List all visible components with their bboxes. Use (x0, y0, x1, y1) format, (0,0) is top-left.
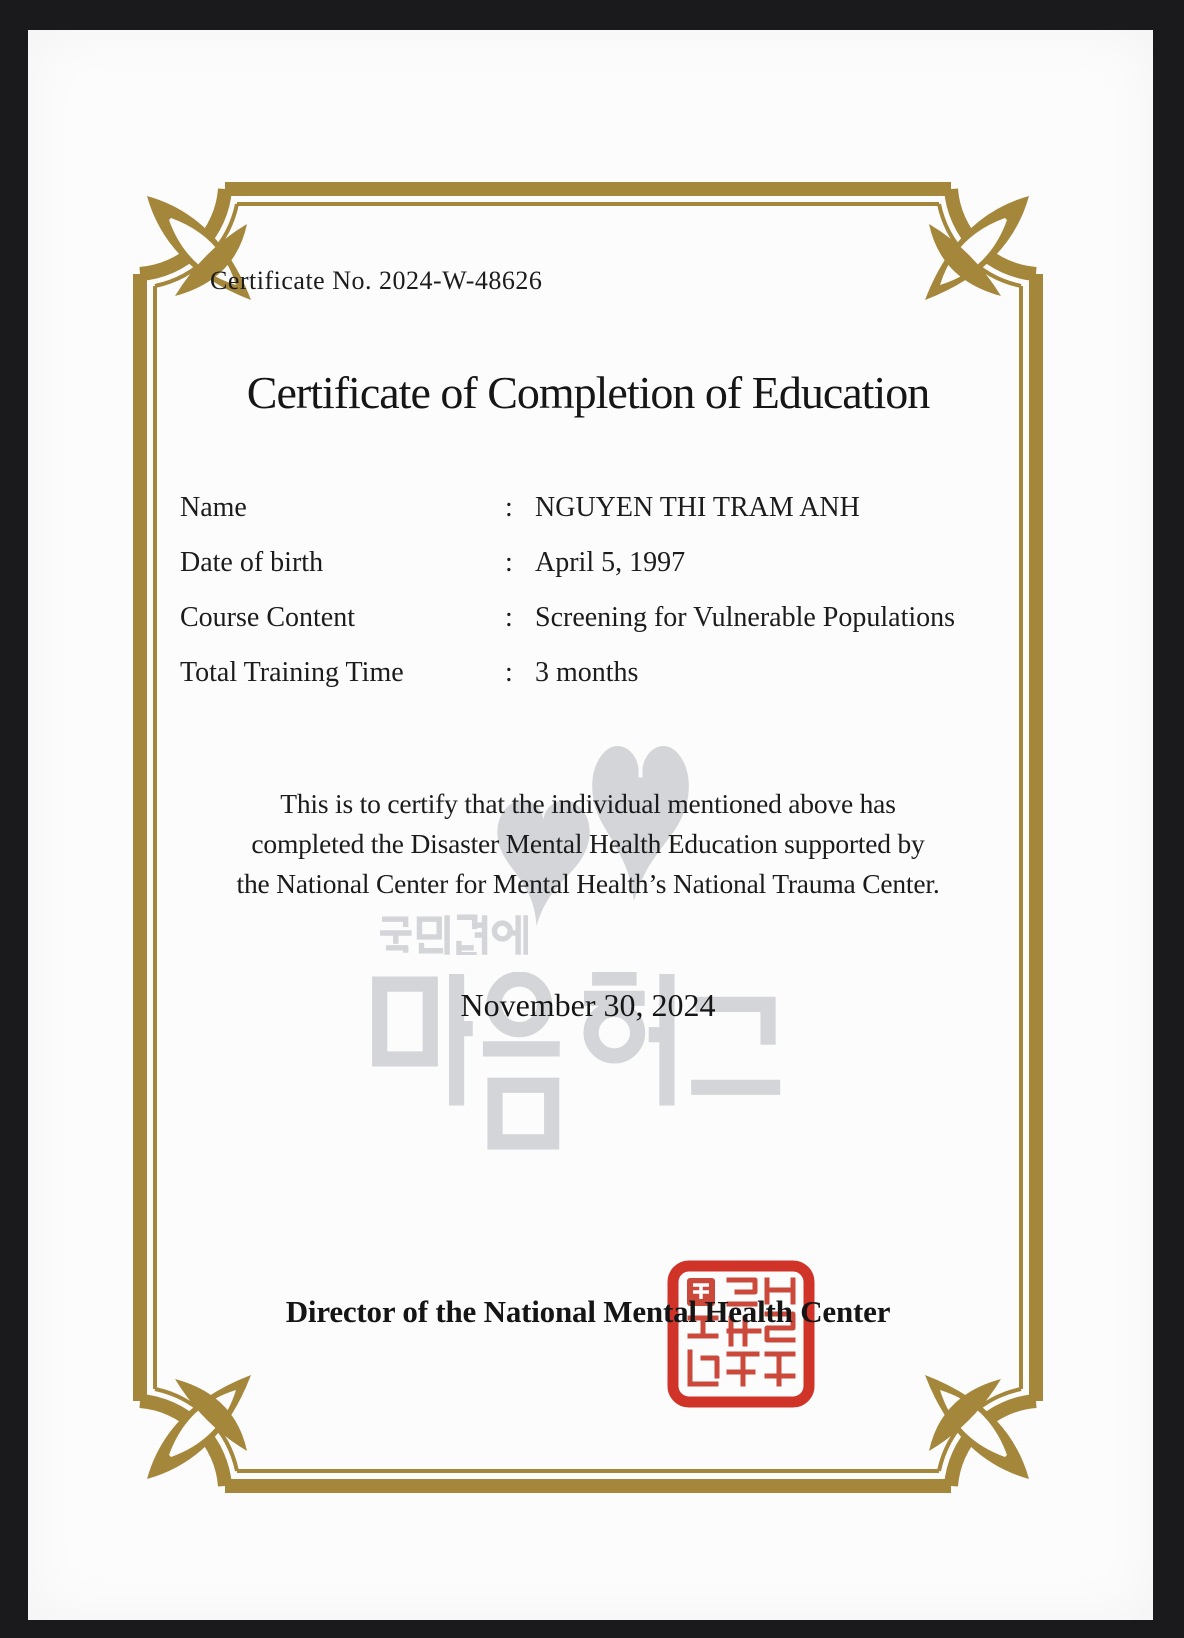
certification-line-2: completed the Disaster Mental Health Education supported by (251, 828, 925, 859)
info-row-name (28, 492, 1153, 528)
certification-paragraph (133, 784, 1043, 904)
certification-line-1: This is to certify that the individual mentioned above has (280, 788, 896, 819)
dob-separator: : (505, 547, 513, 578)
info-row-course (28, 602, 1153, 638)
issue-date: November 30, 2024 (460, 987, 716, 1023)
dob-label: Date of birth (180, 547, 324, 578)
course-value: Screening for Vulnerable Populations (535, 602, 956, 633)
training-time-separator: : (505, 657, 513, 688)
name-value: NGUYEN THI TRAM ANH (535, 492, 860, 523)
certificate-paper (28, 30, 1153, 1620)
course-label: Course Content (180, 602, 355, 633)
name-label: Name (180, 492, 247, 523)
signature-title-line: Director of the National Mental Health Center (285, 1294, 891, 1329)
training-time-label: Total Training Time (180, 657, 404, 688)
info-row-dob (28, 547, 1153, 583)
name-separator: : (505, 492, 513, 523)
info-row-training-time (28, 657, 1153, 693)
course-separator: : (505, 602, 513, 633)
certificate-content (28, 30, 1153, 1620)
certification-line-3: the National Center for Mental Health’s National Trauma Center. (236, 868, 940, 899)
training-time-value: 3 months (535, 657, 639, 688)
dob-value: April 5, 1997 (535, 547, 686, 578)
certificate-number: Certificate No. 2024-W-48626 (210, 266, 543, 295)
certificate-title: Certificate of Completion of Education (246, 367, 930, 418)
